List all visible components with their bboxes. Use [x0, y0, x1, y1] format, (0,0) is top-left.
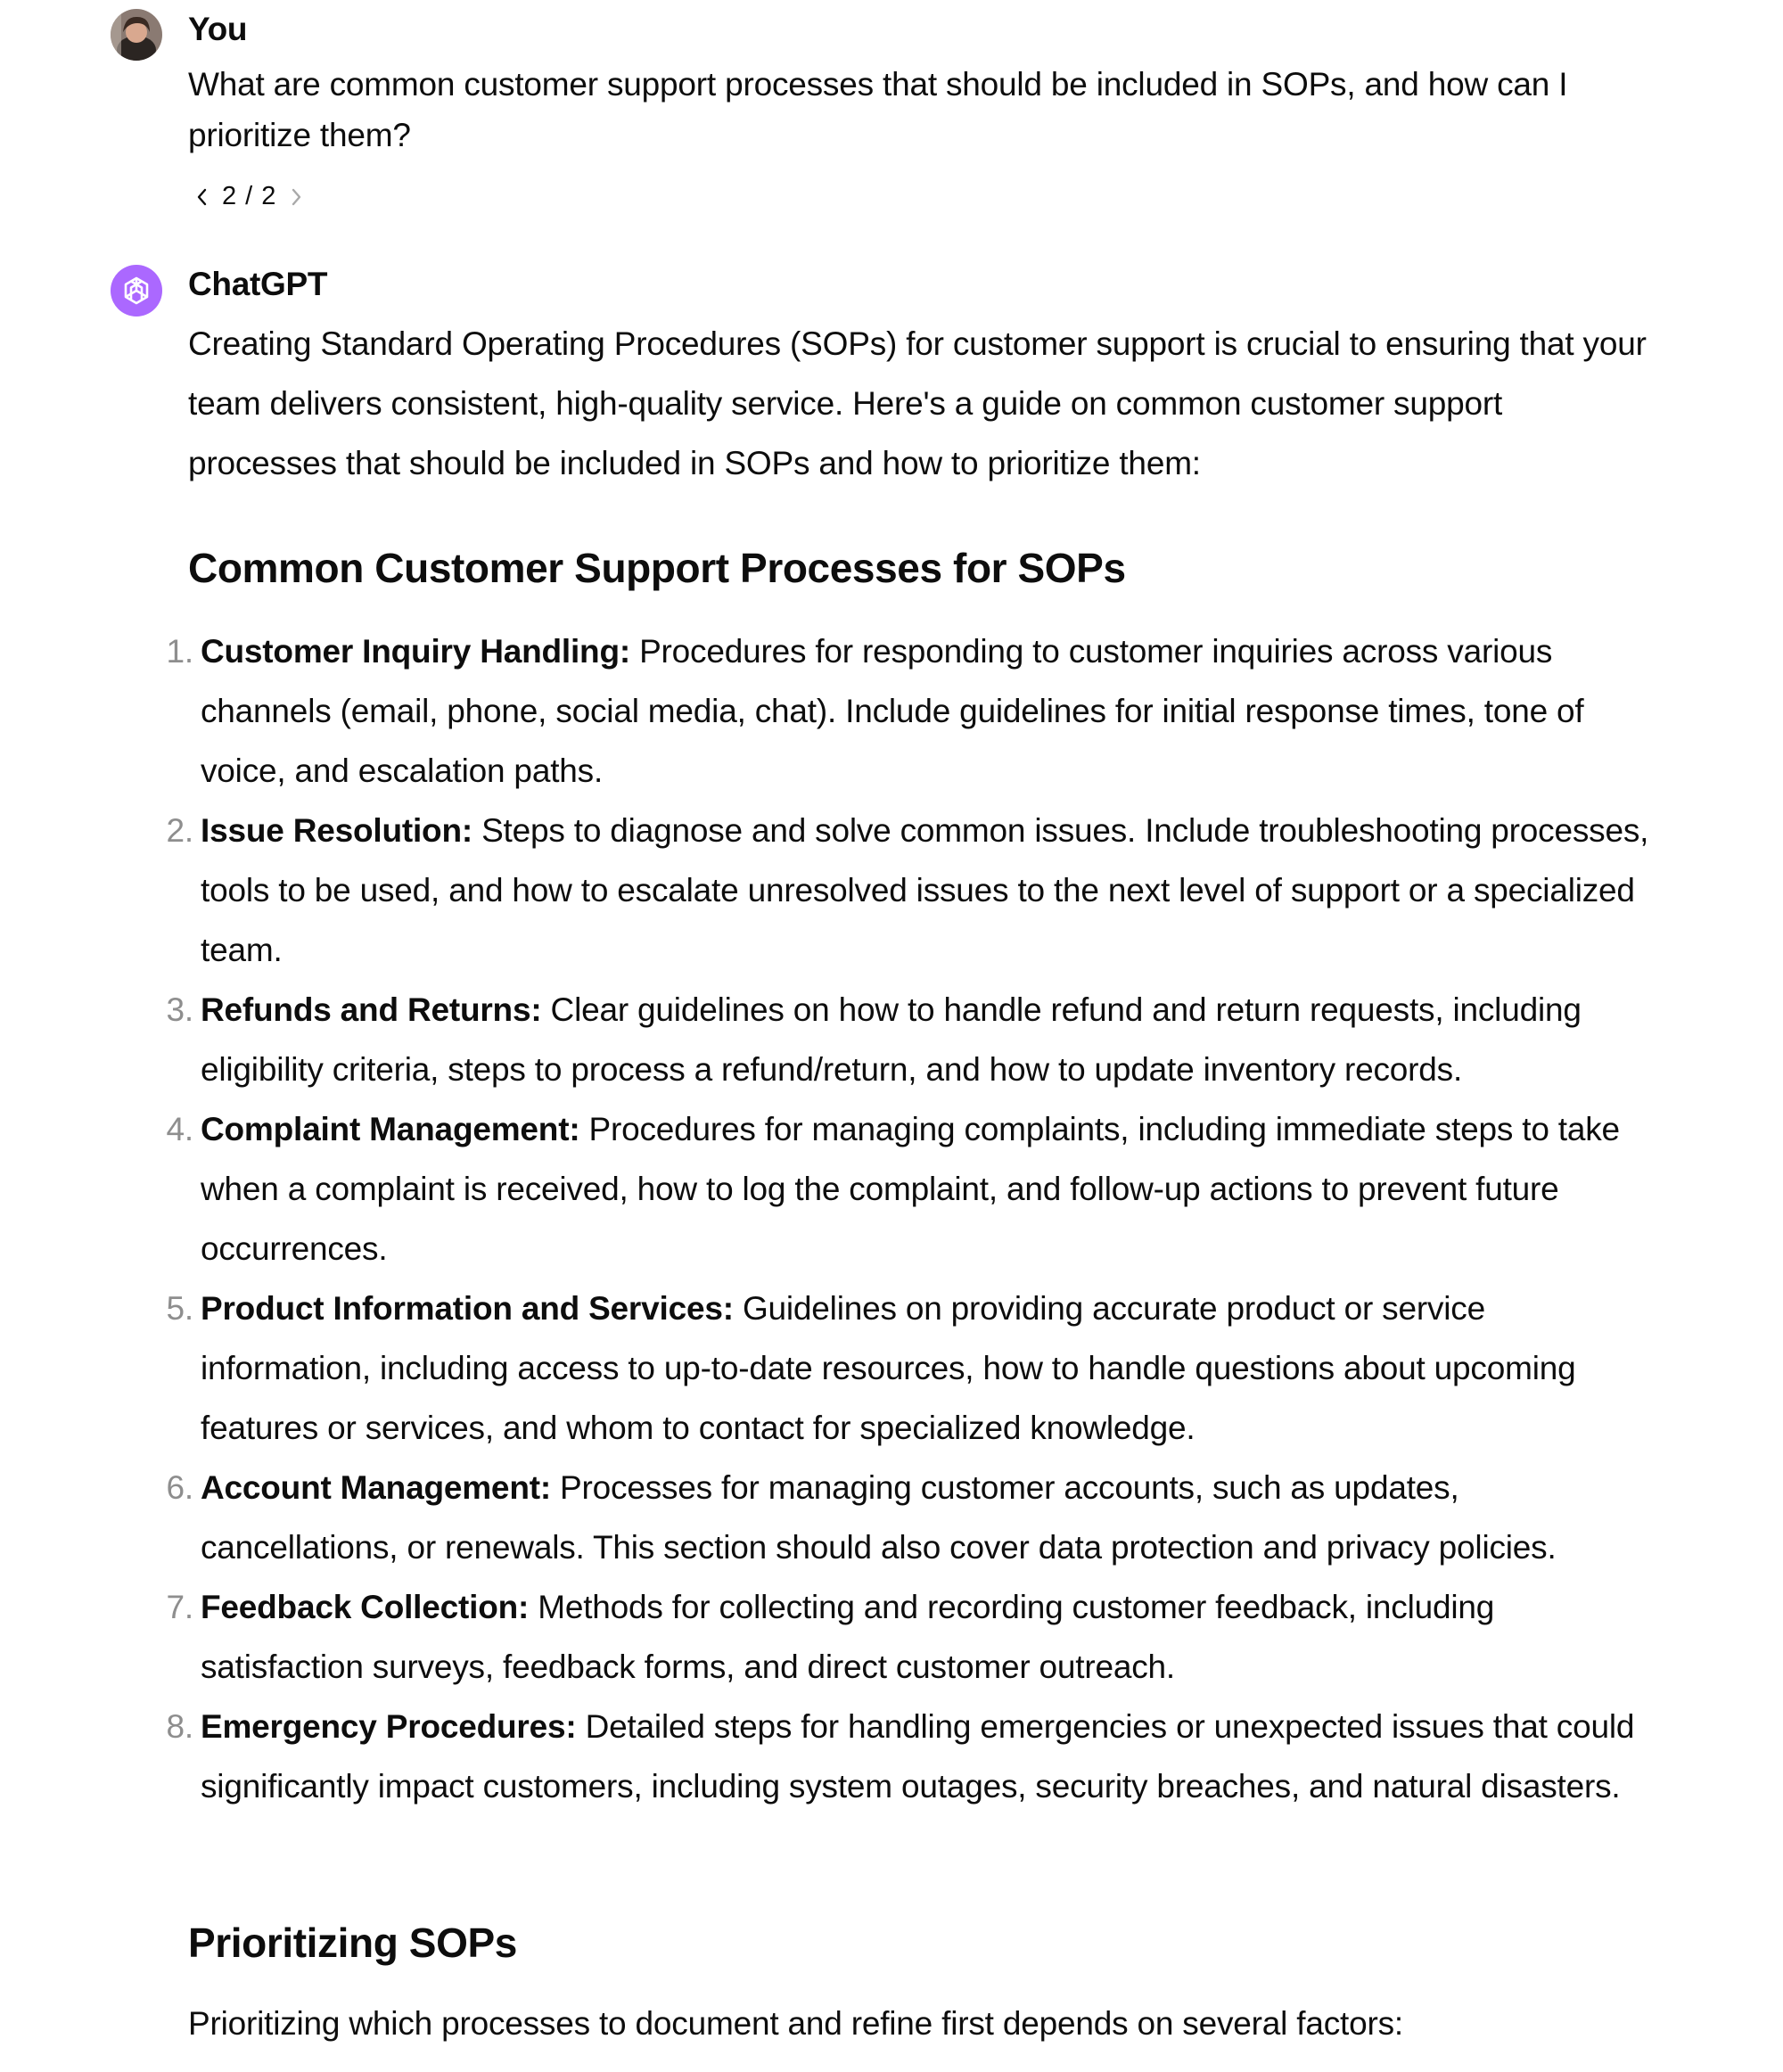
list-item-number: 6. — [166, 1469, 193, 1506]
list-item-number: 4. — [166, 1111, 193, 1147]
list-item — [166, 1099, 1654, 1279]
assistant-avatar — [111, 265, 162, 317]
user-avatar-photo-icon — [111, 9, 162, 61]
list-item-number: 1. — [166, 633, 193, 670]
list-item-number: 7. — [166, 1589, 193, 1625]
response-pager — [188, 182, 310, 211]
list-item-title: Customer Inquiry Handling: — [201, 633, 630, 670]
list-item-text: Procedures for managing complaints, including immediate steps to take when a complaint is received, how to log the complaint, and follow-up actions to prevent future occurrences. — [201, 1111, 1620, 1267]
list-item-title: Issue Resolution: — [201, 812, 472, 849]
list-item-text: Methods for collecting and recording customer feedback, including satisfaction surveys, feedback forms, and direct customer outreach. — [201, 1589, 1495, 1685]
user-author-name: You — [188, 11, 248, 47]
process-list — [166, 621, 1654, 1816]
chevron-right-icon[interactable] — [283, 184, 310, 210]
list-item — [166, 801, 1654, 980]
section-heading-processes: Common Customer Support Processes for SOPs — [188, 545, 1126, 591]
list-item-text: Clear guidelines on how to handle refund and return requests, including eligibility criteria, steps to process a refund/return, and how to update inventory records. — [201, 991, 1582, 1088]
list-item-text: Detailed steps for handling emergencies or unexpected issues that could significantly impact customers, including system outages, security breaches, and natural disasters. — [201, 1708, 1635, 1805]
pager-count: 2 / 2 — [222, 182, 277, 210]
list-item-number: 2. — [166, 812, 193, 849]
list-item — [166, 1577, 1654, 1697]
list-item — [166, 1697, 1654, 1816]
list-item — [166, 980, 1654, 1099]
list-item-text: Processes for managing customer accounts, such as updates, cancellations, or renewals. This section should also cover data protection and privacy policies. — [201, 1469, 1557, 1566]
user-message-text: What are common customer support processes that should be included in SOPs, and how can I prioritize them? — [188, 66, 1568, 153]
list-item-number: 5. — [166, 1290, 193, 1327]
list-item-title: Refunds and Returns: — [201, 991, 542, 1028]
list-item — [166, 621, 1654, 801]
section-heading-prioritizing: Prioritizing SOPs — [188, 1920, 517, 1966]
assistant-intro-text: Creating Standard Operating Procedures (SOPs) for customer support is crucial to ensuring that your team delivers consistent, high-quality service. Here's a guide on common customer support processes that should be included in SOPs and how to prioritize them: — [188, 325, 1647, 481]
list-item — [166, 1279, 1654, 1458]
list-item-title: Complaint Management: — [201, 1111, 580, 1147]
assistant-author-name: ChatGPT — [188, 266, 328, 302]
list-item-text: Steps to diagnose and solve common issues. Include troubleshooting processes, tools to be used, and how to escalate unresolved issues to the next level of support or a specialized team. — [201, 812, 1649, 968]
user-avatar — [111, 9, 162, 61]
list-item-number: 3. — [166, 991, 193, 1028]
list-item-title: Account Management: — [201, 1469, 551, 1506]
list-item-text: Procedures for responding to customer inquiries across various channels (email, phone, social media, chat). Include guidelines for initial response times, tone of voice, and escalation paths. — [201, 633, 1584, 789]
list-item-number: 8. — [166, 1708, 193, 1745]
chevron-left-icon[interactable] — [188, 184, 215, 210]
list-item-text: Guidelines on providing accurate product or service information, including access to up-to-date resources, how to handle questions about upcoming features or services, and whom to contact for specialized knowledge. — [201, 1290, 1576, 1446]
section-intro-text: Prioritizing which processes to document and refine first depends on several factors: — [188, 2005, 1403, 2042]
list-item — [166, 1458, 1654, 1577]
list-item-title: Emergency Procedures: — [201, 1708, 577, 1745]
openai-logo-icon — [111, 265, 162, 317]
list-item-title: Feedback Collection: — [201, 1589, 530, 1625]
list-item-title: Product Information and Services: — [201, 1290, 734, 1327]
